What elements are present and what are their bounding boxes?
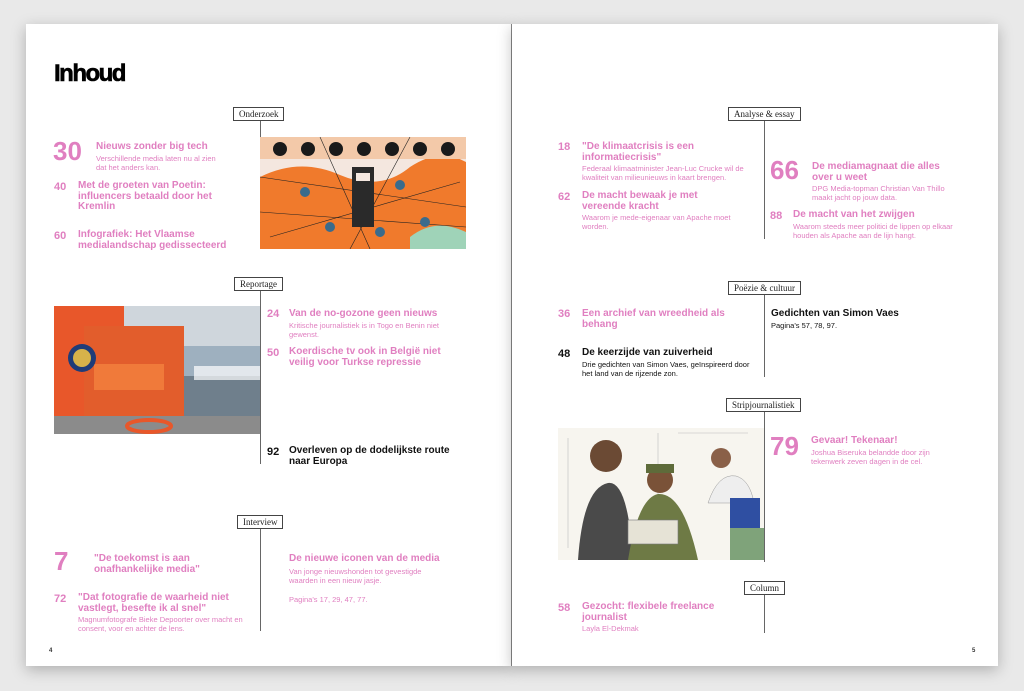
item-desc: Drie gedichten van Simon Vaes, geïnspireerd door het land van de rijzende zon. <box>582 360 750 378</box>
item-desc: Federaal klimaatminister Jean-Luc Crucke wil de kwaliteit van milieunieuws in kaart brengen. <box>582 164 744 182</box>
item-number: 40 <box>54 181 67 193</box>
item-desc: Waarom je mede-eigenaar van Apache moet worden. <box>582 213 731 231</box>
item-title[interactable]: Gevaar! Tekenaar! <box>811 435 898 446</box>
divider <box>260 529 261 631</box>
divider <box>764 121 765 239</box>
item-number: 72 <box>54 593 67 605</box>
item-pages: Pagina's 57, 78, 97. <box>771 321 838 330</box>
item-title[interactable]: De macht van het zwijgen <box>793 209 915 220</box>
item-desc: Verschillende media laten nu al zien dat het anders kan. <box>96 154 216 172</box>
item-title[interactable]: De nieuwe iconen van de media <box>289 553 440 564</box>
divider <box>764 595 765 633</box>
item-number: 60 <box>54 230 67 242</box>
item-number: 62 <box>558 191 571 203</box>
left-page <box>26 24 512 666</box>
item-title[interactable]: Nieuws zonder big tech <box>96 141 208 152</box>
item-desc: DPG Media-topman Christian Van Thillo maakt jacht op jouw data. <box>812 184 945 202</box>
item-desc: Joshua Biseruka belandde door zijn tekenwerk zeven dagen in de cel. <box>811 448 930 466</box>
page-number: 4 <box>49 648 53 654</box>
item-desc: Van jonge nieuwshonden tot gevestigde waarden in een nieuw jasje. <box>289 567 422 585</box>
item-number: 88 <box>770 210 783 222</box>
section-label-onderzoek: Onderzoek <box>233 107 284 121</box>
reportage-photo <box>54 306 260 434</box>
section-label-interview: Interview <box>237 515 283 529</box>
strip-illustration <box>558 428 764 560</box>
section-label-reportage: Reportage <box>234 277 283 291</box>
item-number: 30 <box>53 136 82 166</box>
item-desc: Waarom steeds meer politici de lippen op elkaar houden als Apache aan de lijn hangt. <box>793 222 953 240</box>
page-number: 5 <box>972 648 976 654</box>
page-title: Inhoud <box>54 60 125 87</box>
item-desc: Layla El-Dekmak <box>582 624 639 633</box>
item-title[interactable]: De mediamagnaat die alles over u weet <box>812 161 940 183</box>
item-title[interactable]: Overleven op de dodelijkste route naar Europa <box>289 445 450 467</box>
item-title[interactable]: Gedichten van Simon Vaes <box>771 308 899 319</box>
item-number: 7 <box>54 546 69 576</box>
item-title[interactable]: Van de no-gozone geen nieuws <box>289 308 438 319</box>
onderzoek-illustration <box>260 137 466 249</box>
section-label-poezie: Poëzie & cultuur <box>728 281 801 295</box>
divider <box>764 412 765 562</box>
section-label-strip: Stripjournalistiek <box>726 398 801 412</box>
item-title[interactable]: "De klimaatcrisis is een informatiecrisis" <box>582 141 695 163</box>
item-title[interactable]: Gezocht: flexibele freelance journalist <box>582 601 715 623</box>
item-number: 50 <box>267 347 280 359</box>
item-title[interactable]: "Dat fotografie de waarheid niet vastlegt, besefte ik al snel" <box>78 592 229 614</box>
item-title[interactable]: Koerdische tv ook in België niet veilig voor Turkse repressie <box>289 346 441 368</box>
item-title[interactable]: De macht bewaak je met vereende kracht <box>582 190 698 212</box>
section-label-analyse: Analyse & essay <box>728 107 801 121</box>
divider <box>764 295 765 377</box>
section-label-column: Column <box>744 581 785 595</box>
item-number: 66 <box>770 155 799 185</box>
item-desc: Magnumfotografe Bieke Depoorter over macht en consent, voor en achter de lens. <box>78 615 243 633</box>
item-title[interactable]: Een archief van wreedheid als behang <box>582 308 725 330</box>
item-title[interactable]: Met de groeten van Poetin: influencers betaald door het Kremlin <box>78 180 212 212</box>
item-desc: Kritische journalistiek is in Togo en Benin niet gewenst. <box>289 321 439 339</box>
item-pages: Pagina's 17, 29, 47, 77. <box>289 595 368 604</box>
divider <box>260 291 261 464</box>
item-number: 79 <box>770 431 799 461</box>
right-page <box>512 24 998 666</box>
item-number: 48 <box>558 348 571 360</box>
item-title[interactable]: De keerzijde van zuiverheid <box>582 347 713 358</box>
item-number: 58 <box>558 602 571 614</box>
item-number: 36 <box>558 308 571 320</box>
item-number: 92 <box>267 446 280 458</box>
item-title[interactable]: Infografiek: Het Vlaamse medialandschap gedissecteerd <box>78 229 227 251</box>
item-number: 24 <box>267 308 280 320</box>
item-number: 18 <box>558 141 571 153</box>
item-title[interactable]: "De toekomst is aan onafhankelijke media" <box>94 553 200 575</box>
